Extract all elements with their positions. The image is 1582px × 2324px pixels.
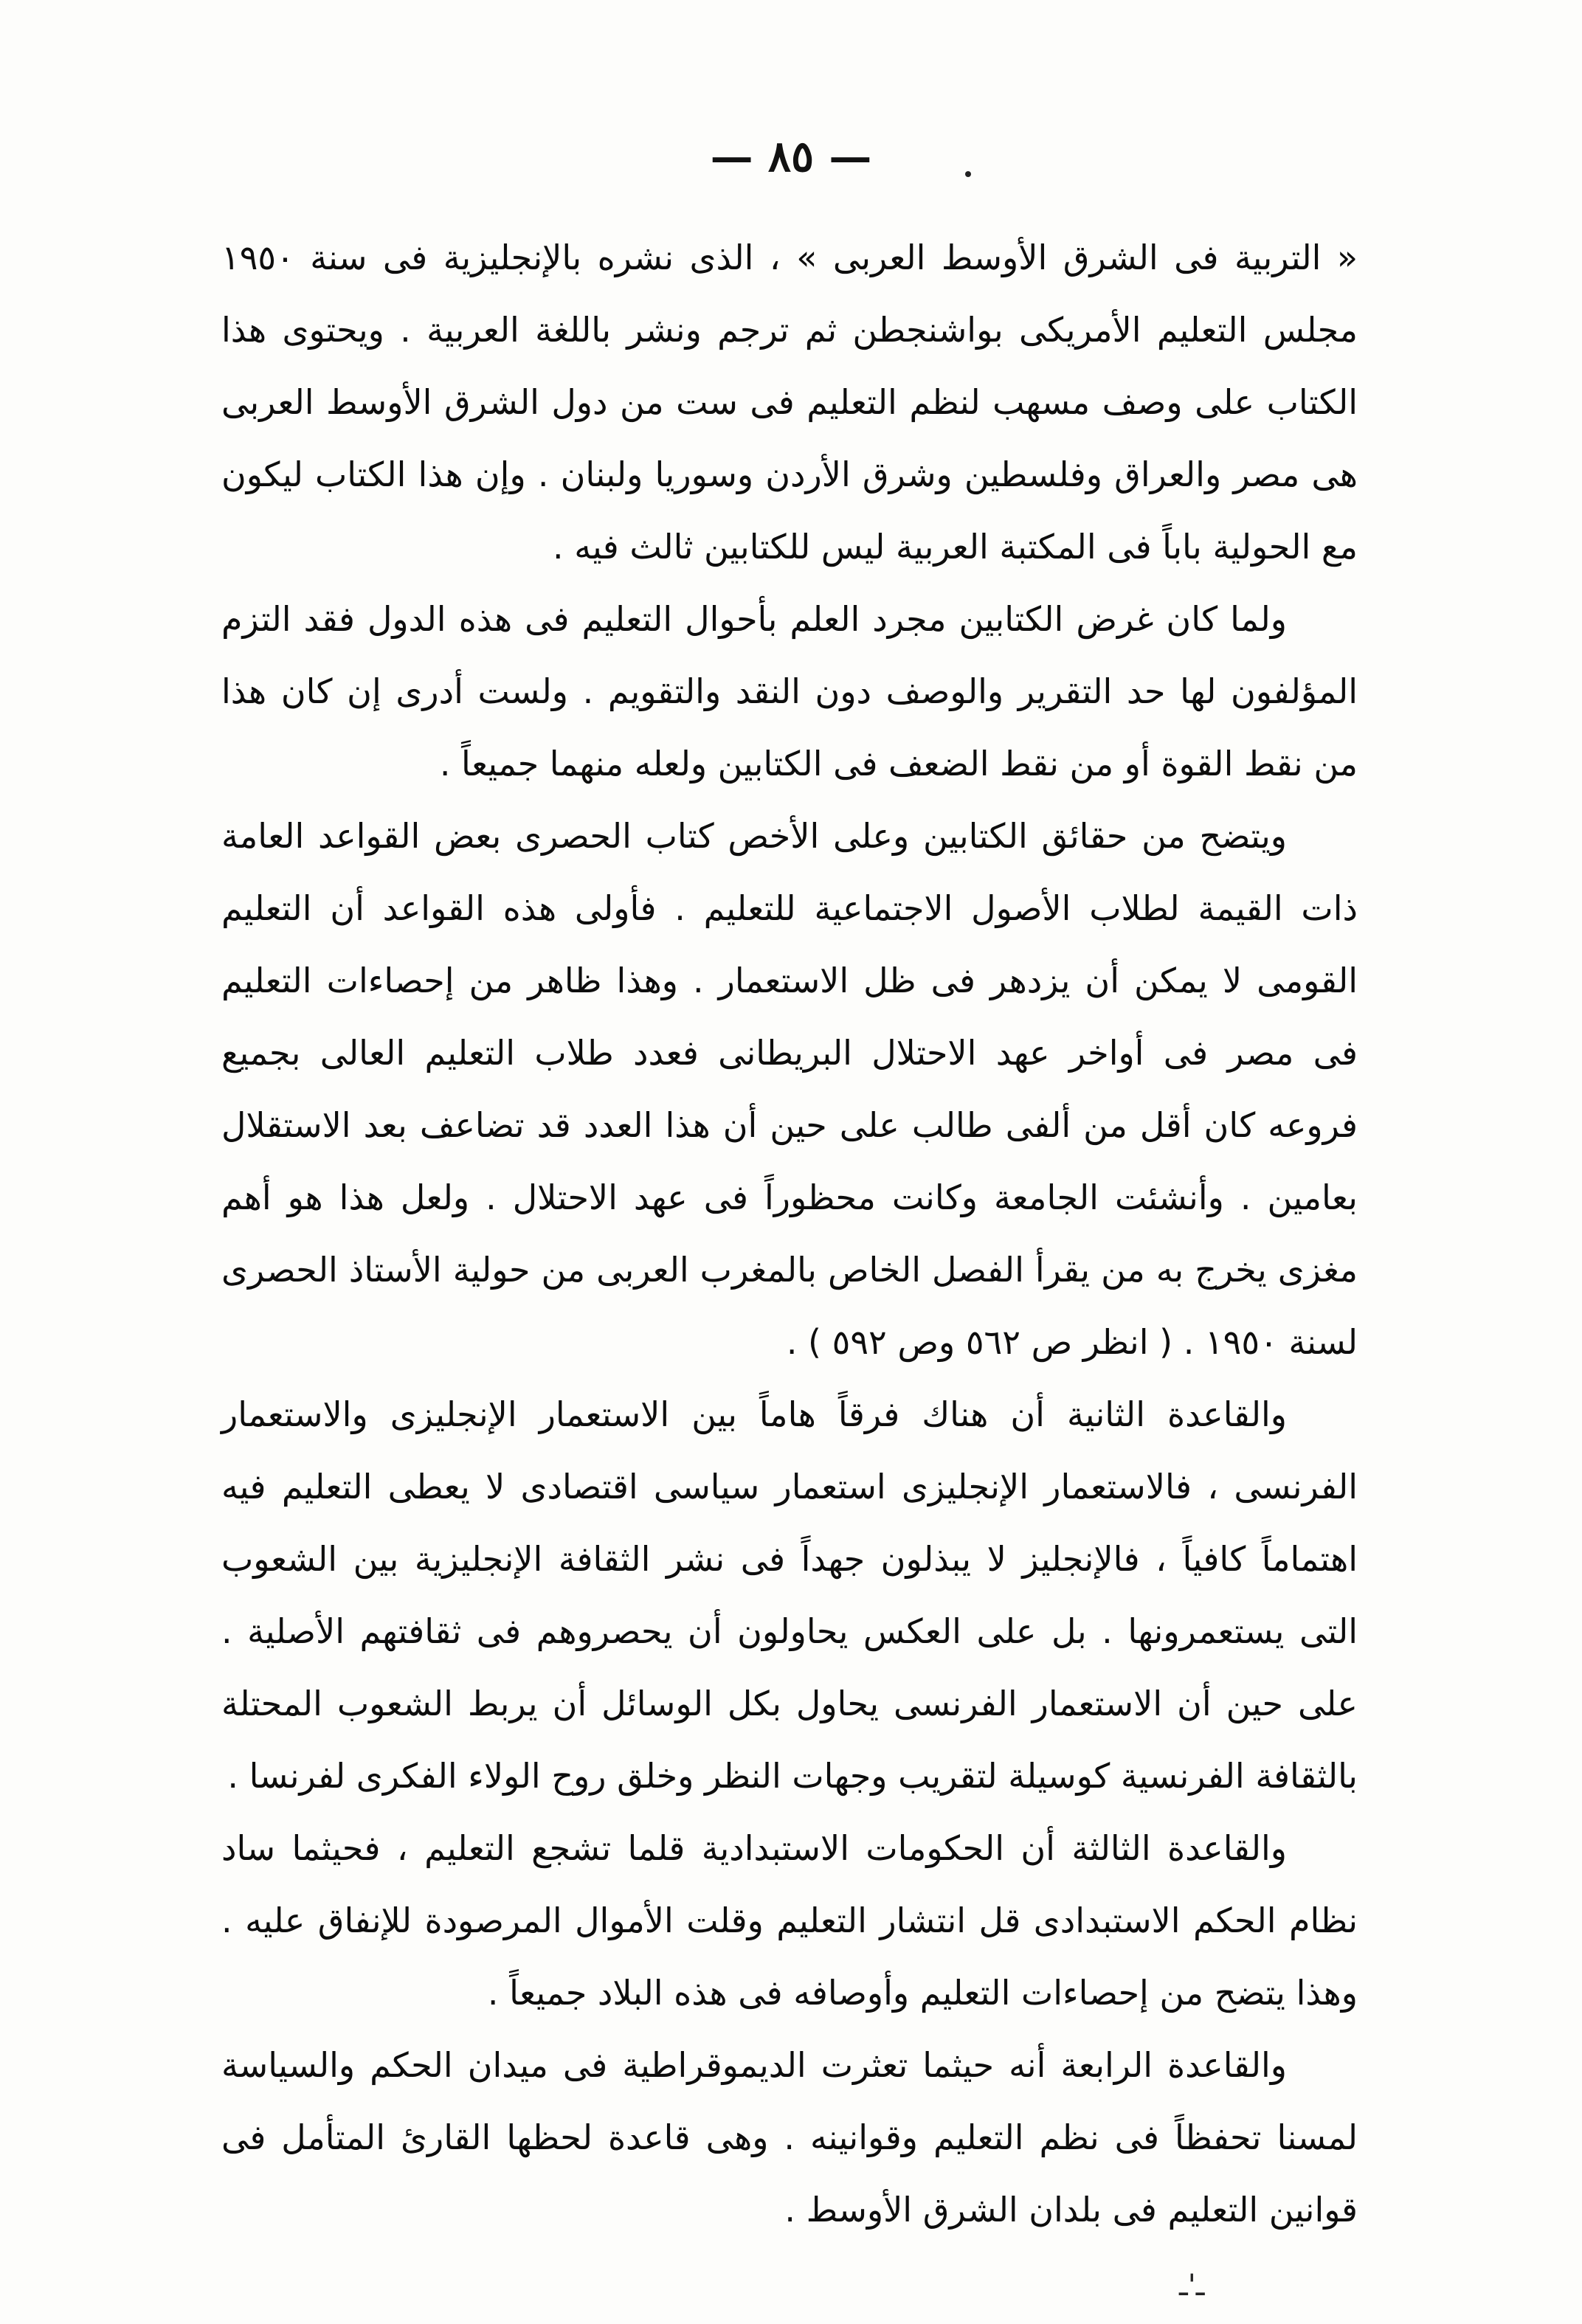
page-number: — ٨٥ — — [710, 131, 872, 181]
paragraph-2: ولما كان غرض الكتابين مجرد العلم بأحوال التعليم فى هذه الدول فقد التزم المؤلفون لها حد التقرير والوصف دون النقد والتقويم . ولست أدرى إن كان هذا من نقط القوة أو من نقط الضعف فى الكتابين ولعله منهما جميعاً . — [221, 599, 1358, 784]
paragraph-5: والقاعدة الثالثة أن الحكومات الاستبدادية قلما تشجع التعليم ، فحيثما ساد نظام الحكم الاستبدادى قل انتشار التعليم وقلت الأموال المرصودة للإنفاق عليه . وهذا يتضح من إحصاءات التعليم وأوصافه فى هذه البلاد جميعاً . — [221, 1828, 1358, 2013]
paragraph-3: ويتضح من حقائق الكتابين وعلى الأخص كتاب الحصرى بعض القواعد العامة ذات القيمة لطلاب الأصول الاجتماعية للتعليم . فأولى هذه القواعد أن التعليم القومى لا يمكن أن يزدهر فى ظل الاستعمار . وهذا ظاهر من إحصاءات التعليم فى مصر فى أواخر عهد الاحتلال البريطانى فعدد طلاب التعليم العالى بجميع فروعه كان أقل من ألفى طالب على حين أن هذا العدد قد تضاعف بعد الاستقلال بعامين . وأنشئت الجامعة وكانت محظوراً فى عهد الاحتلال . ولعل هذا هو أهم مغزى يخرج به من يقرأ الفصل الخاص بالمغرب العربى من حولية الأستاذ الحصرى لسنة ١٩٥٠ . ( انظر ص ٥٦٢ وص ٥٩٢ ) . — [221, 816, 1358, 1362]
scan-speck — [965, 171, 971, 177]
paragraph-1: « التربية فى الشرق الأوسط العربى » ، الذى نشره بالإنجليزية فى سنة ١٩٥٠ مجلس التعليم الأمريكى بواشنجطن ثم ترجم ونشر باللغة العربية . ويحتوى هذا الكتاب على وصف مسهب لنظم التعليم فى ست من دول الشرق الأوسط العربى هى مصر والعراق وفلسطين وشرق الأردن وسوريا ولبنان . وإن هذا الكتاب ليكون مع الحولية باباً فى المكتبة العربية ليس للكتابين ثالث فيه . — [221, 238, 1358, 567]
footer-mark: ـ'ـ — [1179, 2269, 1205, 2303]
paragraph-4: والقاعدة الثانية أن هناك فرقاً هاماً بين الاستعمار الإنجليزى والاستعمار الفرنسى ، فالاستعمار الإنجليزى استعمار سياسى اقتصادى لا يعطى التعليم فيه اهتماماً كافياً ، فالإنجليز لا يبذلون جهداً فى نشر الثقافة الإنجليزية بين الشعوب التى يستعمرونها . بل على العكس يحاولون أن يحصروهم فى ثقافتهم الأصلية . على حين أن الاستعمار الفرنسى يحاول بكل الوسائل أن يربط الشعوب المحتلة بالثقافة الفرنسية كوسيلة لتقريب وجهات النظر وخلق روح الولاء الفكرى لفرنسا . — [221, 1394, 1358, 1796]
body-text — [221, 221, 1358, 2246]
paragraph-6: والقاعدة الرابعة أنه حيثما تعثرت الديموقراطية فى ميدان الحكم والسياسة لمسنا تحفظاً فى نظم التعليم وقوانينه . وهى قاعدة لحظها القارئ المتأمل فى قوانين التعليم فى بلدان الشرق الأوسط . — [221, 2045, 1358, 2230]
